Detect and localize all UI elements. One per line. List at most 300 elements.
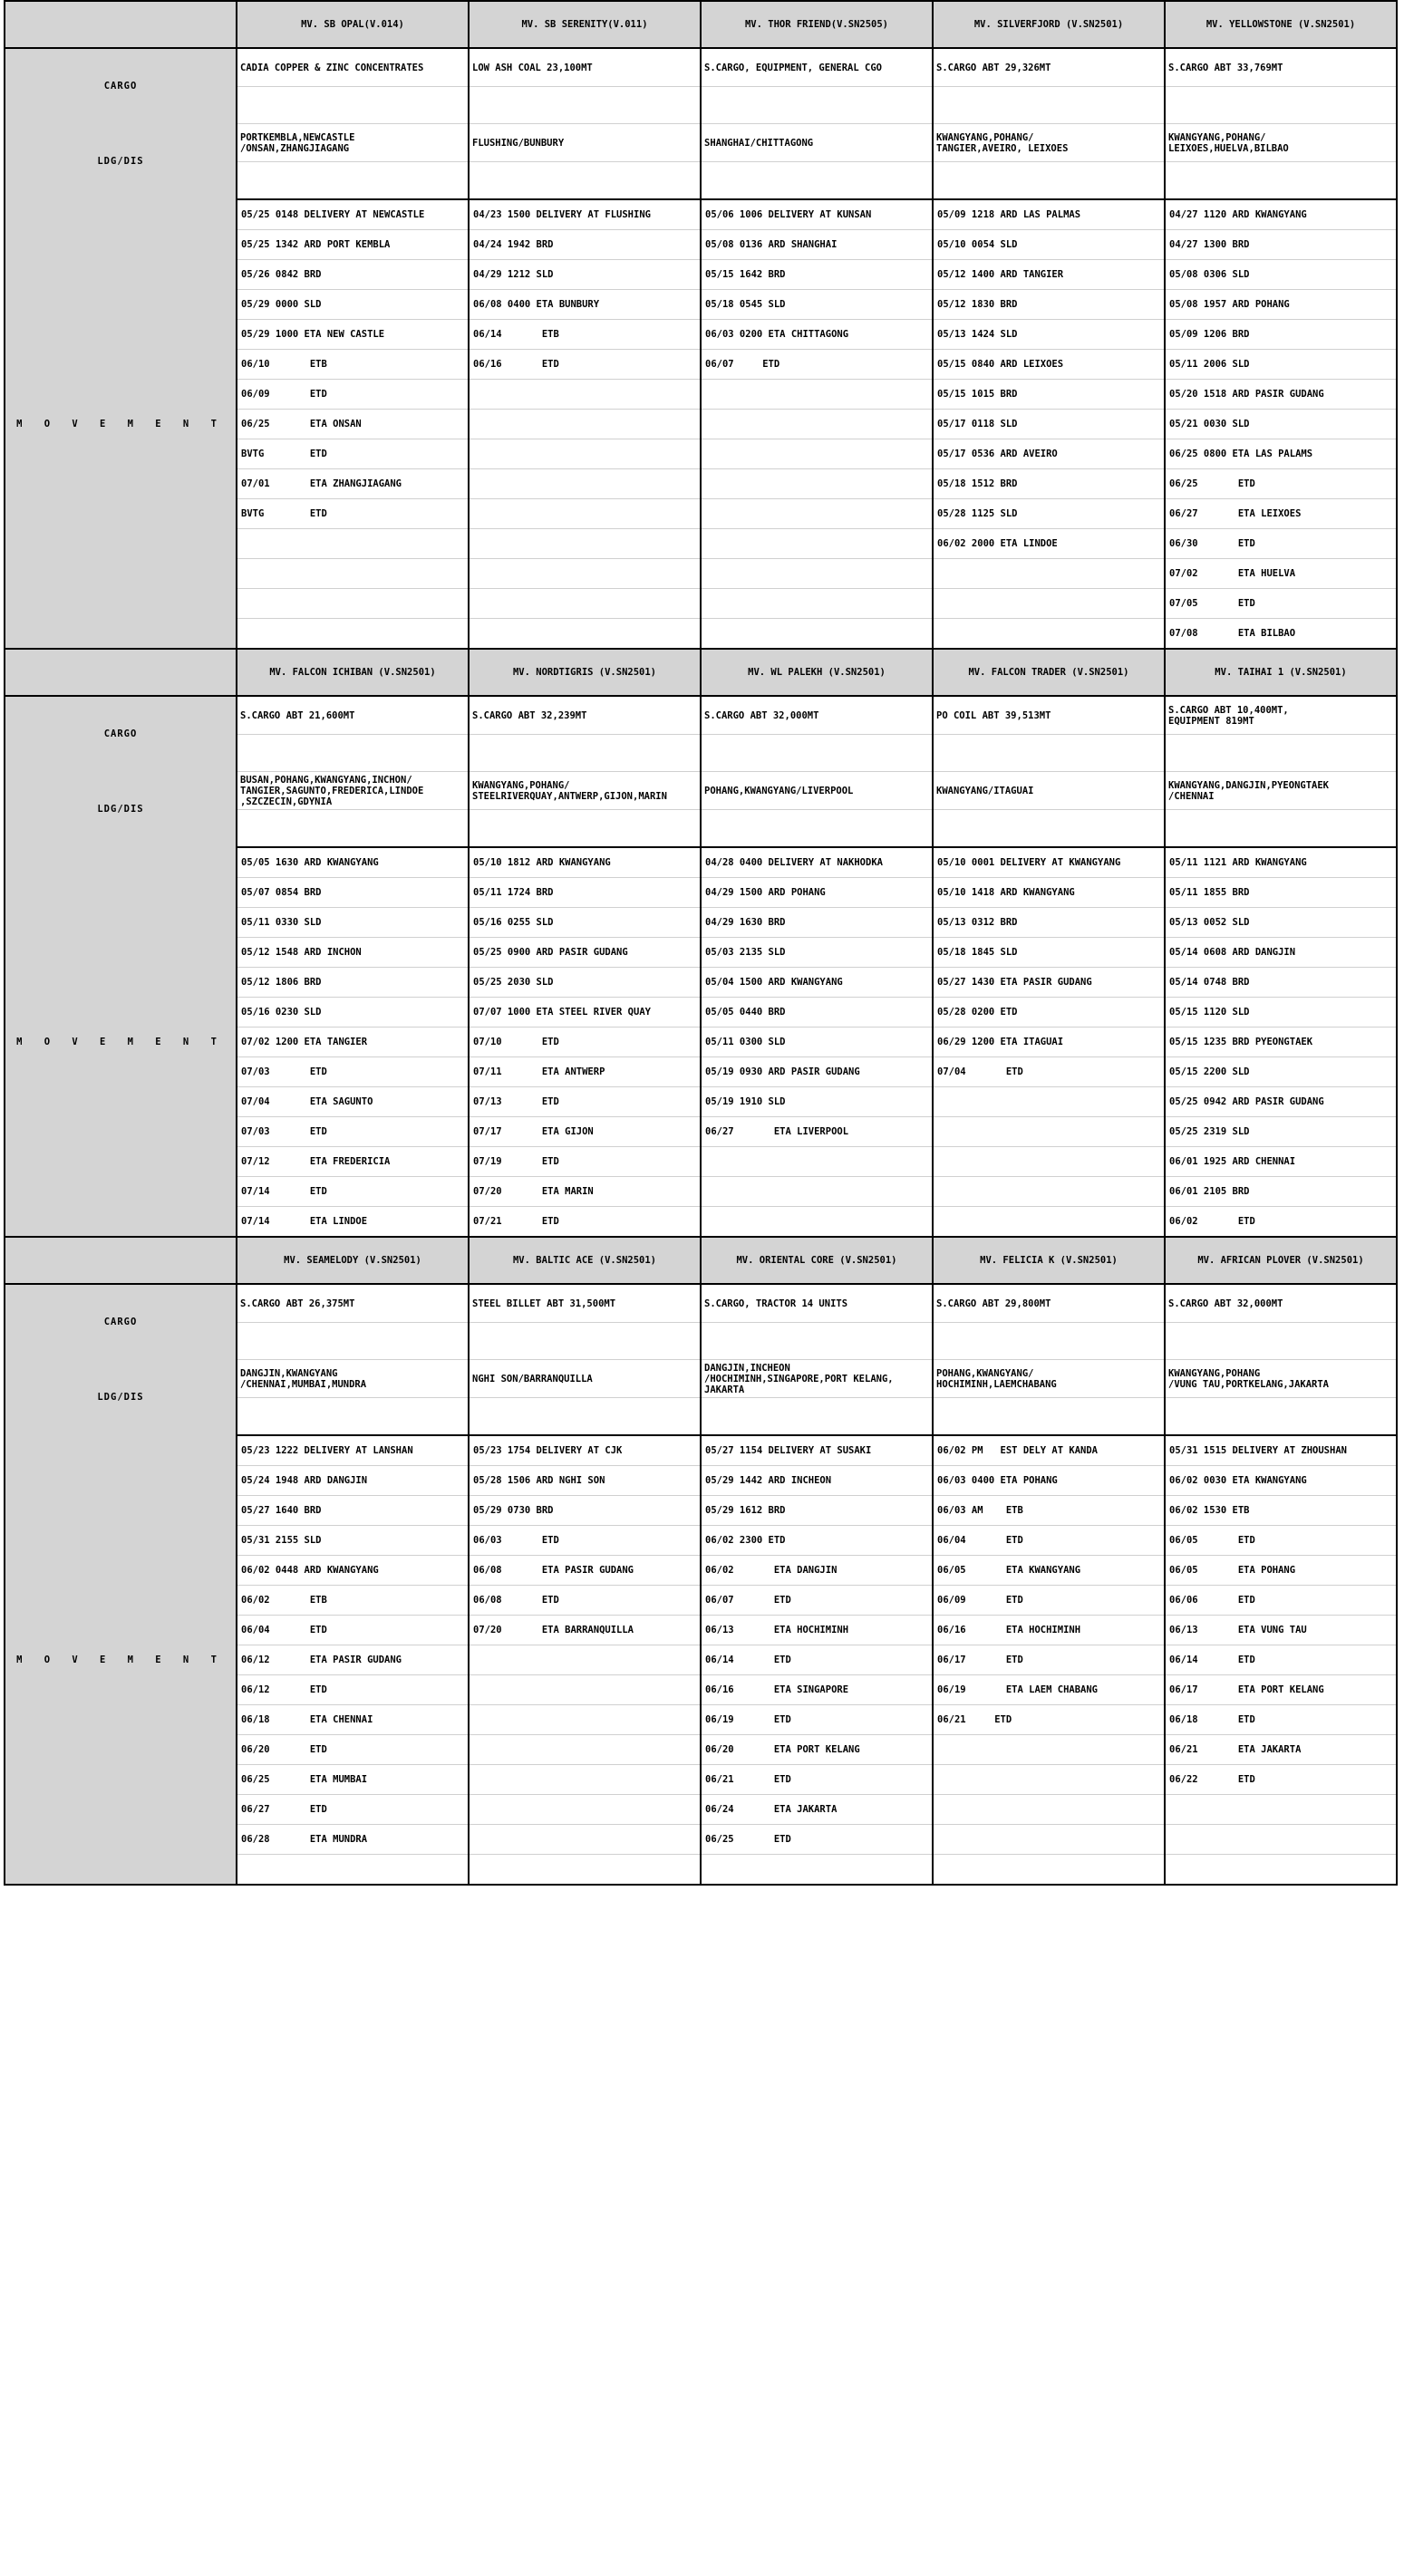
movement-entry: 04/27 1120 ARD KWANGYANG: [1165, 199, 1397, 230]
movement-entry: 05/23 1754 DELIVERY AT CJK: [469, 1435, 701, 1466]
empty-cell: [237, 162, 469, 200]
cargo-label: CARGO: [5, 696, 237, 772]
movement-entry: [237, 589, 469, 619]
movement-entry: 06/02 ETD: [1165, 1207, 1397, 1238]
cargo-cell: CADIA COPPER & ZINC CONCENTRATES: [237, 48, 469, 87]
movement-entry: 05/31 1515 DELIVERY AT ZHOUSHAN: [1165, 1435, 1397, 1466]
empty-cell: [237, 735, 469, 772]
vessel-name: MV. FALCON ICHIBAN (V.SN2501): [237, 649, 469, 696]
movement-entry: 07/03 ETD: [237, 1057, 469, 1087]
movement-entry: [469, 1825, 701, 1855]
movement-entry: 05/12 1548 ARD INCHON: [237, 938, 469, 968]
movement-entry: [701, 1207, 933, 1238]
movement-entry: 04/29 1212 SLD: [469, 260, 701, 290]
movement-entry: 05/10 0054 SLD: [933, 230, 1165, 260]
movement-entry: 05/14 0608 ARD DANGJIN: [1165, 938, 1397, 968]
movement-entry: 05/25 0942 ARD PASIR GUDANG: [1165, 1087, 1397, 1117]
movement-entry: 05/12 1806 BRD: [237, 968, 469, 998]
movement-entry: 06/12 ETA PASIR GUDANG: [237, 1645, 469, 1675]
movement-entry: 06/05 ETA POHANG: [1165, 1556, 1397, 1586]
empty-cell: [469, 1398, 701, 1436]
vessel-name: MV. ORIENTAL CORE (V.SN2501): [701, 1237, 933, 1284]
movement-entry: [933, 1765, 1165, 1795]
movement-entry: 07/20 ETA BARRANQUILLA: [469, 1616, 701, 1645]
empty-cell: [701, 87, 933, 124]
movement-entry: 06/25 ETA ONSAN: [237, 410, 469, 439]
movement-entry: [933, 1117, 1165, 1147]
movement-entry: 05/11 1724 BRD: [469, 878, 701, 908]
movement-entry: 06/02 ETB: [237, 1586, 469, 1616]
movement-entry: 05/12 1830 BRD: [933, 290, 1165, 320]
movement-entry: 06/05 ETA KWANGYANG: [933, 1556, 1165, 1586]
vessel-name: MV. FELICIA K (V.SN2501): [933, 1237, 1165, 1284]
movement-entry: 05/18 0545 SLD: [701, 290, 933, 320]
cargo-cell: PO COIL ABT 39,513MT: [933, 696, 1165, 735]
movement-entry: [933, 1207, 1165, 1238]
movement-entry: 07/03 ETD: [237, 1117, 469, 1147]
movement-entry: [701, 410, 933, 439]
empty-cell: [1165, 810, 1397, 848]
cargo-cell: STEEL BILLET ABT 31,500MT: [469, 1284, 701, 1323]
movement-entry: 05/11 1121 ARD KWANGYANG: [1165, 847, 1397, 878]
movement-entry: [1165, 1795, 1397, 1825]
empty-cell: [933, 87, 1165, 124]
movement-entry: 05/27 1430 ETA PASIR GUDANG: [933, 968, 1165, 998]
movement-entry: 04/29 1500 ARD POHANG: [701, 878, 933, 908]
movement-entry: [469, 380, 701, 410]
movement-entry: 06/04 ETD: [237, 1616, 469, 1645]
cargo-label: CARGO: [5, 1284, 237, 1360]
movement-entry: 05/29 0000 SLD: [237, 290, 469, 320]
movement-entry: BVTG ETD: [237, 499, 469, 529]
movement-entry: 06/08 0400 ETA BUNBURY: [469, 290, 701, 320]
movement-entry: 05/17 0536 ARD AVEIRO: [933, 439, 1165, 469]
vessel-name: MV. AFRICAN PLOVER (V.SN2501): [1165, 1237, 1397, 1284]
movement-entry: 07/17 ETA GIJON: [469, 1117, 701, 1147]
ports-cell: POHANG,KWANGYANG/ HOCHIMINH,LAEMCHABANG: [933, 1360, 1165, 1398]
ldg-dis-label: LDG/DIS: [5, 1360, 237, 1436]
movement-entry: [933, 1825, 1165, 1855]
movement-entry: 06/08 ETA PASIR GUDANG: [469, 1556, 701, 1586]
vessel-name: MV. BALTIC ACE (V.SN2501): [469, 1237, 701, 1284]
movement-entry: 06/17 ETD: [933, 1645, 1165, 1675]
movement-entry: 06/20 ETA PORT KELANG: [701, 1735, 933, 1765]
movement-entry: 06/02 2000 ETA LINDOE: [933, 529, 1165, 559]
movement-entry: 07/11 ETA ANTWERP: [469, 1057, 701, 1087]
movement-entry: 05/19 0930 ARD PASIR GUDANG: [701, 1057, 933, 1087]
movement-entry: 07/02 ETA HUELVA: [1165, 559, 1397, 589]
movement-entry: [469, 529, 701, 559]
empty-cell: [1165, 1323, 1397, 1360]
vessel-name: MV. NORDTIGRIS (V.SN2501): [469, 649, 701, 696]
empty-cell: [701, 735, 933, 772]
movement-entry: 07/19 ETD: [469, 1147, 701, 1177]
movement-entry: 07/02 1200 ETA TANGIER: [237, 1028, 469, 1057]
empty-cell: [1165, 735, 1397, 772]
movement-entry: 05/29 1612 BRD: [701, 1496, 933, 1526]
movement-entry: 07/07 1000 ETA STEEL RIVER QUAY: [469, 998, 701, 1028]
movement-entry: 07/20 ETA MARIN: [469, 1177, 701, 1207]
movement-entry: 05/12 1400 ARD TANGIER: [933, 260, 1165, 290]
movement-label: M O V E M E N T: [5, 847, 237, 1237]
movement-entry: 05/25 0148 DELIVERY AT NEWCASTLE: [237, 199, 469, 230]
movement-entry: [469, 410, 701, 439]
movement-entry: 06/03 ETD: [469, 1526, 701, 1556]
movement-entry: 06/14 ETD: [1165, 1645, 1397, 1675]
empty-cell: [237, 1323, 469, 1360]
movement-entry: 06/19 ETA LAEM CHABANG: [933, 1675, 1165, 1705]
movement-entry: 05/07 0854 BRD: [237, 878, 469, 908]
movement-entry: 05/08 0306 SLD: [1165, 260, 1397, 290]
movement-entry: 05/25 2030 SLD: [469, 968, 701, 998]
movement-entry: 05/28 1125 SLD: [933, 499, 1165, 529]
movement-entry: 05/06 1006 DELIVERY AT KUNSAN: [701, 199, 933, 230]
movement-entry: [933, 1795, 1165, 1825]
empty-cell: [469, 87, 701, 124]
movement-entry: [701, 439, 933, 469]
empty-cell: [469, 810, 701, 848]
movement-entry: 05/08 1957 ARD POHANG: [1165, 290, 1397, 320]
ldg-dis-row: [5, 124, 1397, 162]
movement-entry: 06/09 ETD: [933, 1586, 1165, 1616]
empty-cell: [933, 810, 1165, 848]
movement-entry: 05/15 2200 SLD: [1165, 1057, 1397, 1087]
movement-entry: 05/27 1154 DELIVERY AT SUSAKI: [701, 1435, 933, 1466]
movement-entry: 07/08 ETA BILBAO: [1165, 619, 1397, 650]
header-label-cell: [5, 1, 237, 48]
movement-entry: 06/10 ETB: [237, 350, 469, 380]
movement-row: [5, 1435, 1397, 1466]
movement-entry: 06/27 ETD: [237, 1795, 469, 1825]
movement-entry: [1165, 1855, 1397, 1886]
movement-entry: 06/02 2300 ETD: [701, 1526, 933, 1556]
movement-entry: 05/29 1442 ARD INCHEON: [701, 1466, 933, 1496]
movement-entry: 06/18 ETD: [1165, 1705, 1397, 1735]
movement-label: M O V E M E N T: [5, 1435, 237, 1885]
movement-entry: [469, 1675, 701, 1705]
movement-entry: 05/29 0730 BRD: [469, 1496, 701, 1526]
movement-entry: 05/13 0052 SLD: [1165, 908, 1397, 938]
movement-entry: 06/13 ETA HOCHIMINH: [701, 1616, 933, 1645]
movement-entry: 06/03 0200 ETA CHITTAGONG: [701, 320, 933, 350]
section-header-row: [5, 649, 1397, 696]
cargo-row: [5, 696, 1397, 735]
movement-entry: BVTG ETD: [237, 439, 469, 469]
cargo-cell: S.CARGO, EQUIPMENT, GENERAL CGO: [701, 48, 933, 87]
movement-entry: 06/09 ETD: [237, 380, 469, 410]
cargo-cell: S.CARGO ABT 29,800MT: [933, 1284, 1165, 1323]
vessel-name: MV. TAIHAI 1 (V.SN2501): [1165, 649, 1397, 696]
movement-entry: [701, 1147, 933, 1177]
movement-entry: [701, 499, 933, 529]
movement-entry: 06/02 0030 ETA KWANGYANG: [1165, 1466, 1397, 1496]
movement-entry: 06/14 ETD: [701, 1645, 933, 1675]
movement-entry: 06/20 ETD: [237, 1735, 469, 1765]
ports-cell: KWANGYANG/ITAGUAI: [933, 772, 1165, 810]
ports-cell: NGHI SON/BARRANQUILLA: [469, 1360, 701, 1398]
movement-entry: [469, 439, 701, 469]
movement-entry: [701, 529, 933, 559]
empty-cell: [933, 162, 1165, 200]
movement-entry: 05/25 1342 ARD PORT KEMBLA: [237, 230, 469, 260]
movement-entry: 06/08 ETD: [469, 1586, 701, 1616]
ports-cell: POHANG,KWANGYANG/LIVERPOOL: [701, 772, 933, 810]
movement-entry: [469, 619, 701, 650]
empty-cell: [237, 1398, 469, 1436]
ports-cell: DANGJIN,INCHEON /HOCHIMINH,SINGAPORE,PORT KELANG, JAKARTA: [701, 1360, 933, 1398]
movement-entry: 05/13 0312 BRD: [933, 908, 1165, 938]
movement-entry: 06/02 PM EST DELY AT KANDA: [933, 1435, 1165, 1466]
ports-cell: BUSAN,POHANG,KWANGYANG,INCHON/ TANGIER,SAGUNTO,FREDERICA,LINDOE ,SZCZECIN,GDYNIA: [237, 772, 469, 810]
movement-entry: 06/25 0800 ETA LAS PALAMS: [1165, 439, 1397, 469]
movement-entry: 06/25 ETA MUMBAI: [237, 1765, 469, 1795]
movement-entry: [469, 1645, 701, 1675]
movement-entry: 06/16 ETD: [469, 350, 701, 380]
movement-entry: 05/04 1500 ARD KWANGYANG: [701, 968, 933, 998]
movement-entry: [701, 1855, 933, 1886]
movement-entry: [1165, 1825, 1397, 1855]
movement-entry: [237, 559, 469, 589]
movement-entry: 06/06 ETD: [1165, 1586, 1397, 1616]
movement-entry: [469, 1855, 701, 1886]
movement-entry: 05/15 1015 BRD: [933, 380, 1165, 410]
empty-cell: [701, 1398, 933, 1436]
cargo-label: CARGO: [5, 48, 237, 124]
movement-entry: [701, 469, 933, 499]
movement-entry: 06/21 ETD: [701, 1765, 933, 1795]
movement-entry: 07/12 ETA FREDERICIA: [237, 1147, 469, 1177]
ldg-dis-row: [5, 1360, 1397, 1398]
movement-entry: [469, 469, 701, 499]
movement-entry: 07/13 ETD: [469, 1087, 701, 1117]
ports-cell: KWANGYANG,DANGJIN,PYEONGTAEK /CHENNAI: [1165, 772, 1397, 810]
movement-entry: 05/18 1845 SLD: [933, 938, 1165, 968]
cargo-cell: S.CARGO ABT 32,239MT: [469, 696, 701, 735]
movement-entry: 06/19 ETD: [701, 1705, 933, 1735]
cargo-cell: S.CARGO ABT 32,000MT: [1165, 1284, 1397, 1323]
vessel-name: MV. YELLOWSTONE (V.SN2501): [1165, 1, 1397, 48]
movement-entry: 07/10 ETD: [469, 1028, 701, 1057]
movement-entry: [933, 589, 1165, 619]
movement-entry: 05/15 1120 SLD: [1165, 998, 1397, 1028]
movement-entry: [701, 380, 933, 410]
movement-entry: [701, 619, 933, 650]
movement-entry: 04/29 1630 BRD: [701, 908, 933, 938]
movement-entry: 06/21 ETD: [933, 1705, 1165, 1735]
movement-entry: [933, 1177, 1165, 1207]
movement-entry: 04/27 1300 BRD: [1165, 230, 1397, 260]
movement-entry: 05/25 2319 SLD: [1165, 1117, 1397, 1147]
movement-entry: 05/15 1235 BRD PYEONGTAEK: [1165, 1028, 1397, 1057]
movement-entry: 05/10 0001 DELIVERY AT KWANGYANG: [933, 847, 1165, 878]
header-label-cell: [5, 1237, 237, 1284]
movement-entry: 05/11 2006 SLD: [1165, 350, 1397, 380]
movement-entry: 05/28 0200 ETD: [933, 998, 1165, 1028]
movement-entry: 06/14 ETB: [469, 320, 701, 350]
movement-entry: 05/19 1910 SLD: [701, 1087, 933, 1117]
movement-entry: 06/07 ETD: [701, 350, 933, 380]
movement-entry: [237, 529, 469, 559]
movement-entry: 05/11 1855 BRD: [1165, 878, 1397, 908]
empty-cell: [933, 735, 1165, 772]
vessel-name: MV. SB OPAL(V.014): [237, 1, 469, 48]
movement-entry: [933, 1855, 1165, 1886]
vessel-name: MV. FALCON TRADER (V.SN2501): [933, 649, 1165, 696]
vessel-name: MV. SB SERENITY(V.011): [469, 1, 701, 48]
movement-entry: 05/29 1000 ETA NEW CASTLE: [237, 320, 469, 350]
movement-row: [5, 847, 1397, 878]
header-label-cell: [5, 649, 237, 696]
movement-entry: 06/05 ETD: [1165, 1526, 1397, 1556]
ports-cell: KWANGYANG,POHANG/ STEELRIVERQUAY,ANTWERP,GIJON,MARIN: [469, 772, 701, 810]
movement-entry: [469, 1795, 701, 1825]
movement-entry: 05/14 0748 BRD: [1165, 968, 1397, 998]
movement-entry: 05/23 1222 DELIVERY AT LANSHAN: [237, 1435, 469, 1466]
movement-entry: 05/11 0330 SLD: [237, 908, 469, 938]
movement-entry: [701, 589, 933, 619]
empty-cell: [1165, 162, 1397, 200]
movement-entry: 07/05 ETD: [1165, 589, 1397, 619]
movement-entry: 06/21 ETA JAKARTA: [1165, 1735, 1397, 1765]
vessel-schedule-table: [4, 0, 1398, 1886]
movement-entry: 05/09 1218 ARD LAS PALMAS: [933, 199, 1165, 230]
empty-cell: [701, 810, 933, 848]
movement-entry: 05/31 2155 SLD: [237, 1526, 469, 1556]
cargo-cell: S.CARGO ABT 29,326MT: [933, 48, 1165, 87]
movement-entry: 05/11 0300 SLD: [701, 1028, 933, 1057]
empty-cell: [469, 735, 701, 772]
movement-entry: 06/01 2105 BRD: [1165, 1177, 1397, 1207]
movement-entry: [237, 1855, 469, 1886]
ports-cell: KWANGYANG,POHANG/ LEIXOES,HUELVA,BILBAO: [1165, 124, 1397, 162]
movement-entry: 06/03 0400 ETA POHANG: [933, 1466, 1165, 1496]
movement-entry: [469, 1705, 701, 1735]
movement-entry: 06/16 ETA HOCHIMINH: [933, 1616, 1165, 1645]
ports-cell: KWANGYANG,POHANG /VUNG TAU,PORTKELANG,JAKARTA: [1165, 1360, 1397, 1398]
movement-entry: 05/26 0842 BRD: [237, 260, 469, 290]
empty-cell: [933, 1323, 1165, 1360]
section-header-row: [5, 1237, 1397, 1284]
cargo-row: [5, 48, 1397, 87]
movement-entry: [701, 1177, 933, 1207]
movement-entry: 05/05 0440 BRD: [701, 998, 933, 1028]
ports-cell: FLUSHING/BUNBURY: [469, 124, 701, 162]
vessel-name: MV. WL PALEKH (V.SN2501): [701, 649, 933, 696]
movement-entry: 06/18 ETA CHENNAI: [237, 1705, 469, 1735]
movement-row: [5, 199, 1397, 230]
movement-entry: 07/14 ETD: [237, 1177, 469, 1207]
movement-entry: [469, 1735, 701, 1765]
empty-cell: [933, 1398, 1165, 1436]
movement-entry: 05/17 0118 SLD: [933, 410, 1165, 439]
movement-entry: 06/02 1530 ETB: [1165, 1496, 1397, 1526]
vessel-name: MV. THOR FRIEND(V.SN2505): [701, 1, 933, 48]
movement-entry: [469, 589, 701, 619]
movement-entry: [933, 1147, 1165, 1177]
ports-cell: DANGJIN,KWANGYANG /CHENNAI,MUMBAI,MUNDRA: [237, 1360, 469, 1398]
movement-entry: 05/28 1506 ARD NGHI SON: [469, 1466, 701, 1496]
movement-entry: 06/28 ETA MUNDRA: [237, 1825, 469, 1855]
movement-entry: 06/24 ETA JAKARTA: [701, 1795, 933, 1825]
cargo-cell: S.CARGO ABT 33,769MT: [1165, 48, 1397, 87]
movement-entry: 06/07 ETD: [701, 1586, 933, 1616]
section-header-row: [5, 1, 1397, 48]
movement-entry: 06/13 ETA VUNG TAU: [1165, 1616, 1397, 1645]
movement-entry: 05/25 0900 ARD PASIR GUDANG: [469, 938, 701, 968]
cargo-cell: S.CARGO ABT 21,600MT: [237, 696, 469, 735]
movement-entry: 07/04 ETD: [933, 1057, 1165, 1087]
movement-entry: 05/27 1640 BRD: [237, 1496, 469, 1526]
empty-cell: [469, 162, 701, 200]
empty-cell: [237, 87, 469, 124]
movement-entry: 06/02 ETA DANGJIN: [701, 1556, 933, 1586]
movement-entry: 05/15 1642 BRD: [701, 260, 933, 290]
movement-entry: [237, 619, 469, 650]
movement-entry: 05/16 0255 SLD: [469, 908, 701, 938]
movement-entry: 05/15 0840 ARD LEIXOES: [933, 350, 1165, 380]
movement-entry: 07/14 ETA LINDOE: [237, 1207, 469, 1238]
movement-entry: 07/01 ETA ZHANGJIAGANG: [237, 469, 469, 499]
movement-entry: [933, 619, 1165, 650]
movement-entry: 05/08 0136 ARD SHANGHAI: [701, 230, 933, 260]
movement-entry: 05/20 1518 ARD PASIR GUDANG: [1165, 380, 1397, 410]
movement-entry: 06/12 ETD: [237, 1675, 469, 1705]
empty-cell: [469, 1323, 701, 1360]
movement-entry: 06/03 AM ETB: [933, 1496, 1165, 1526]
movement-label: M O V E M E N T: [5, 199, 237, 649]
cargo-cell: S.CARGO ABT 10,400MT, EQUIPMENT 819MT: [1165, 696, 1397, 735]
vessel-name: MV. SEAMELODY (V.SN2501): [237, 1237, 469, 1284]
movement-entry: 06/16 ETA SINGAPORE: [701, 1675, 933, 1705]
cargo-cell: S.CARGO ABT 26,375MT: [237, 1284, 469, 1323]
movement-entry: 06/25 ETD: [701, 1825, 933, 1855]
movement-entry: 05/21 0030 SLD: [1165, 410, 1397, 439]
movement-entry: 05/13 1424 SLD: [933, 320, 1165, 350]
ports-cell: PORTKEMBLA,NEWCASTLE /ONSAN,ZHANGJIAGANG: [237, 124, 469, 162]
cargo-row: [5, 1284, 1397, 1323]
movement-entry: [469, 1765, 701, 1795]
movement-entry: 05/09 1206 BRD: [1165, 320, 1397, 350]
ports-cell: KWANGYANG,POHANG/ TANGIER,AVEIRO, LEIXOES: [933, 124, 1165, 162]
movement-entry: 04/23 1500 DELIVERY AT FLUSHING: [469, 199, 701, 230]
movement-entry: 05/10 1812 ARD KWANGYANG: [469, 847, 701, 878]
movement-entry: 05/24 1948 ARD DANGJIN: [237, 1466, 469, 1496]
ldg-dis-label: LDG/DIS: [5, 124, 237, 200]
movement-entry: 05/18 1512 BRD: [933, 469, 1165, 499]
cargo-cell: S.CARGO, TRACTOR 14 UNITS: [701, 1284, 933, 1323]
movement-entry: 04/24 1942 BRD: [469, 230, 701, 260]
empty-cell: [701, 1323, 933, 1360]
movement-entry: [933, 1087, 1165, 1117]
movement-entry: 06/22 ETD: [1165, 1765, 1397, 1795]
cargo-cell: S.CARGO ABT 32,000MT: [701, 696, 933, 735]
movement-entry: 06/25 ETD: [1165, 469, 1397, 499]
empty-cell: [1165, 87, 1397, 124]
movement-entry: 07/21 ETD: [469, 1207, 701, 1238]
ldg-dis-label: LDG/DIS: [5, 772, 237, 848]
movement-entry: [701, 559, 933, 589]
movement-entry: 04/28 0400 DELIVERY AT NAKHODKA: [701, 847, 933, 878]
movement-entry: [933, 1735, 1165, 1765]
movement-entry: 05/03 2135 SLD: [701, 938, 933, 968]
movement-entry: [469, 499, 701, 529]
movement-entry: 06/27 ETA LEIXOES: [1165, 499, 1397, 529]
ldg-dis-row: [5, 772, 1397, 810]
movement-entry: 06/04 ETD: [933, 1526, 1165, 1556]
movement-entry: 06/02 0448 ARD KWANGYANG: [237, 1556, 469, 1586]
movement-entry: 05/05 1630 ARD KWANGYANG: [237, 847, 469, 878]
movement-entry: 05/16 0230 SLD: [237, 998, 469, 1028]
